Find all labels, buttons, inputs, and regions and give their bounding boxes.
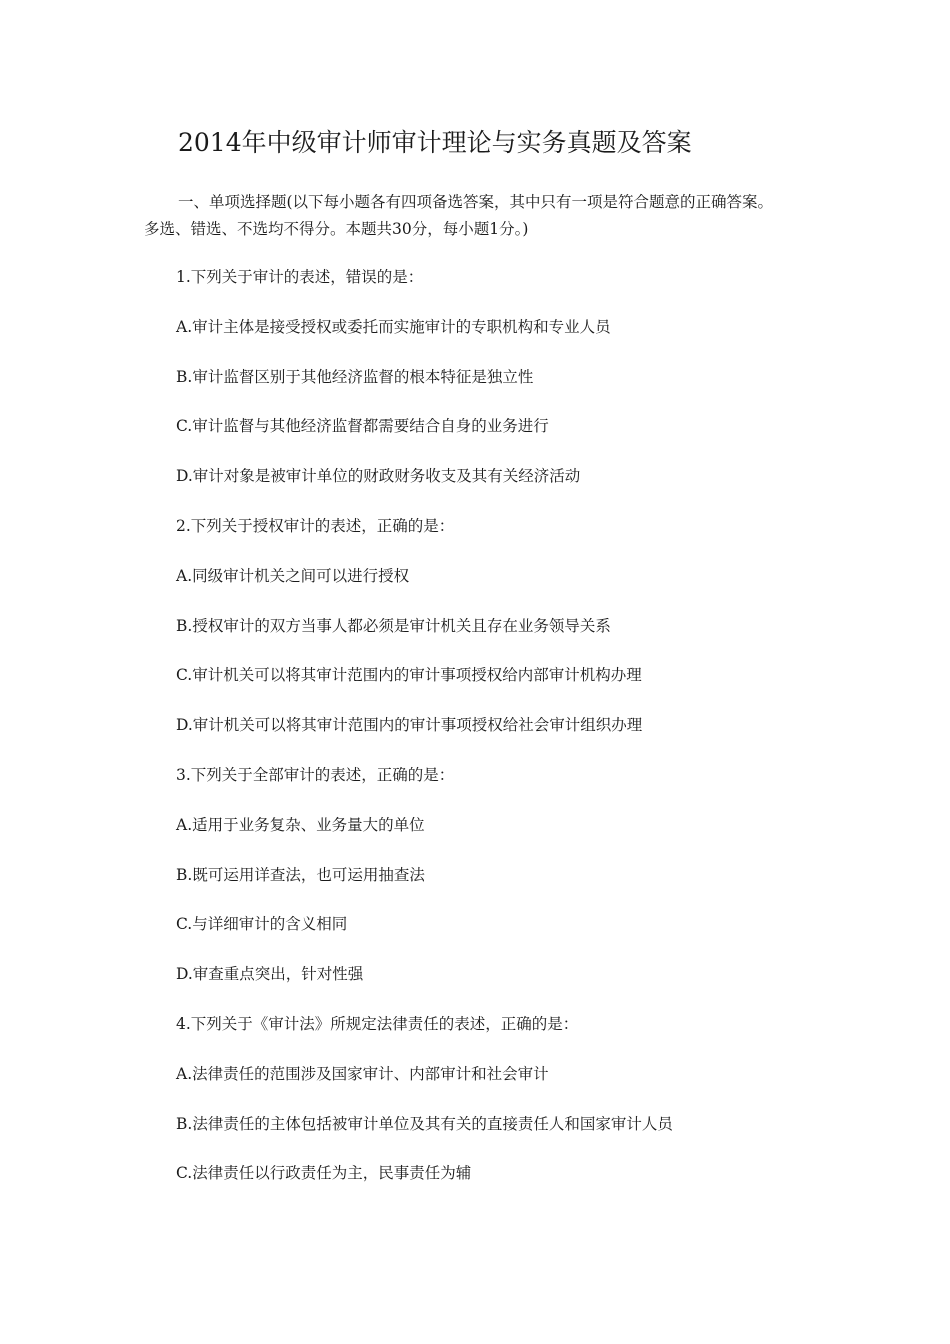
question-4-stem: 4.下列关于《审计法》所规定法律责任的表述，正确的是： [176,1014,579,1033]
question-1-stem: 1.下列关于审计的表述，错误的是： [176,268,424,286]
question-3-stem: 3.下列关于全部审计的表述，正确的是： [176,765,455,784]
document-title: 2014年中级审计师审计理论与实务真题及答案 [178,128,692,157]
question-2-option-b: B.授权审计的双方当事人都必须是审计机关且存在业务领导关系 [176,616,611,635]
question-1-option-c: C.审计监督与其他经济监督都需要结合自身的业务进行 [176,417,549,436]
question-3-option-b: B.既可运用详查法，也可运用抽查法 [176,865,425,884]
question-3-option-a: A.适用于业务复杂、业务量大的单位 [176,815,425,834]
section-intro-line-2: 多选、错选、不选均不得分。本题共30分，每小题1分。) [144,220,529,238]
question-3-option-c: C.与详细审计的含义相同 [176,915,348,934]
question-4-option-a: A.法律责任的范围涉及国家审计、内部审计和社会审计 [176,1064,549,1083]
question-1-option-b: B.审计监督区别于其他经济监督的根本特征是独立性 [176,367,534,386]
section-intro [144,189,824,243]
question-4-option-c: C.法律责任以行政责任为主，民事责任为辅 [176,1164,472,1183]
question-2-option-a: A.同级审计机关之间可以进行授权 [176,566,410,585]
question-3-option-d: D.审查重点突出，针对性强 [176,965,364,984]
question-2-option-c: C.审计机关可以将其审计范围内的审计事项授权给内部审计机构办理 [176,666,642,685]
question-4-option-b: B.法律责任的主体包括被审计单位及其有关的直接责任人和国家审计人员 [176,1114,673,1133]
question-2-stem: 2.下列关于授权审计的表述，正确的是： [176,516,455,535]
question-2-option-d: D.审计机关可以将其审计范围内的审计事项授权给社会审计组织办理 [176,716,643,735]
question-1-option-d: D.审计对象是被审计单位的财政财务收支及其有关经济活动 [176,467,581,486]
question-list [176,266,876,1212]
section-intro-line-1: 一、单项选择题(以下每小题各有四项备选答案，其中只有一项是符合题意的正确答案。 [178,193,774,211]
question-1-option-a: A.审计主体是接受授权或委托而实施审计的专职机构和专业人员 [176,317,611,336]
